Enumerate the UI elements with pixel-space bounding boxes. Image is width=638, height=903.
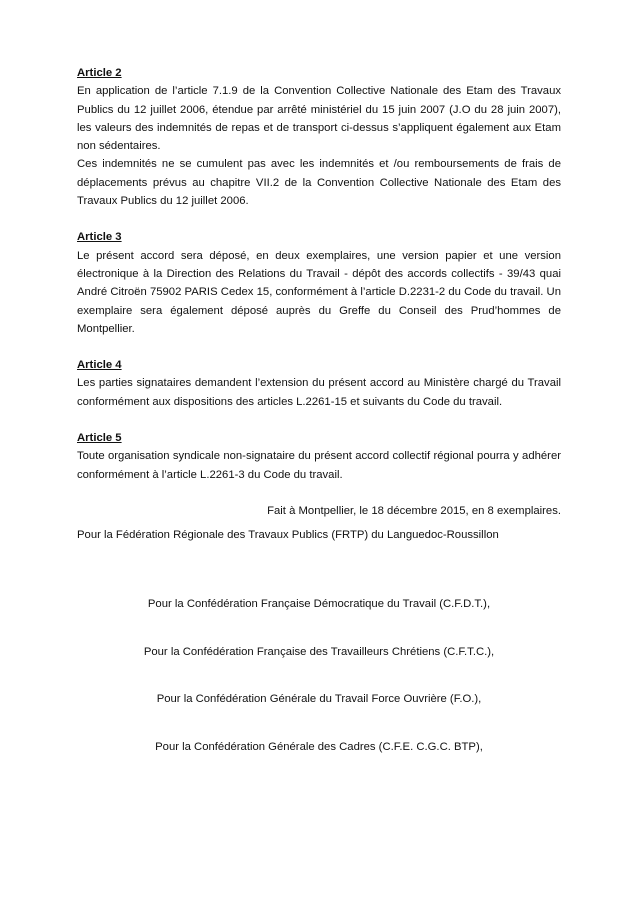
signatory-frtp: Pour la Fédération Régionale des Travaux Publics (FRTP) du Languedoc-Roussillon — [77, 529, 499, 541]
article-5-title: Article 5 — [77, 432, 122, 445]
article-5-paragraph-1: Toute organisation syndicale non-signataire du présent accord collectif régional pourra y adhérer conformément à l’article L.2261-3 du Code du travail. — [77, 450, 561, 481]
article-4 — [77, 356, 561, 411]
signatory-cgc: Pour la Confédération Générale des Cadres (C.F.E. C.G.C. BTP), — [155, 741, 483, 753]
article-4-title: Article 4 — [77, 359, 122, 372]
signed-at-line: Fait à Montpellier, le 18 décembre 2015, en 8 exemplaires. — [267, 504, 561, 517]
article-2-paragraph-1: En application de l’article 7.1.9 de la Convention Collective Nationale des Etam des Travaux Publics du 12 juillet 2006, étendue par arrêté ministériel du 15 juin 2007 (J.O du 28 juin 2007), les valeurs des indemnités de repas et de transport ci-dessus s’appliquent également aux Etam non sédentaires. — [77, 85, 561, 153]
article-3 — [77, 228, 561, 338]
document-page — [77, 64, 561, 753]
article-2-paragraph-2: Ces indemnités ne se cumulent pas avec les indemnités et /ou remboursements de frais de déplacements prévus au chapitre VII.2 de la Convention Collective Nationale des Etam des Travaux Publics du 12 juillet 2006. — [77, 158, 561, 208]
signatory-fo: Pour la Confédération Générale du Travail Force Ouvrière (F.O.), — [156, 693, 482, 705]
article-3-title: Article 3 — [77, 231, 122, 244]
signatory-cfdt: Pour la Confédération Française Démocratique du Travail (C.F.D.T.), — [147, 598, 491, 610]
article-4-paragraph-1: Les parties signataires demandent l’extension du présent accord au Ministère chargé du Travail conformément aux dispositions des articles L.2261-15 et suivants du Code du travail. — [77, 377, 561, 408]
article-2 — [77, 64, 561, 210]
signatory-cftc: Pour la Confédération Française des Travailleurs Chrétiens (C.F.T.C.), — [143, 646, 495, 658]
article-2-title: Article 2 — [77, 67, 122, 79]
article-3-paragraph-1: Le présent accord sera déposé, en deux exemplaires, une version papier et une version électronique à la Direction des Relations du Travail - dépôt des accords collectifs - 39/43 quai André Citroën 75902 PARIS Cedex 15, conformément à l’article D.2231-2 du Code du travail. Un exemplaire sera également déposé auprès du Greffe du Conseil des Prud’hommes de Montpellier. — [77, 249, 561, 335]
article-5 — [77, 429, 561, 484]
